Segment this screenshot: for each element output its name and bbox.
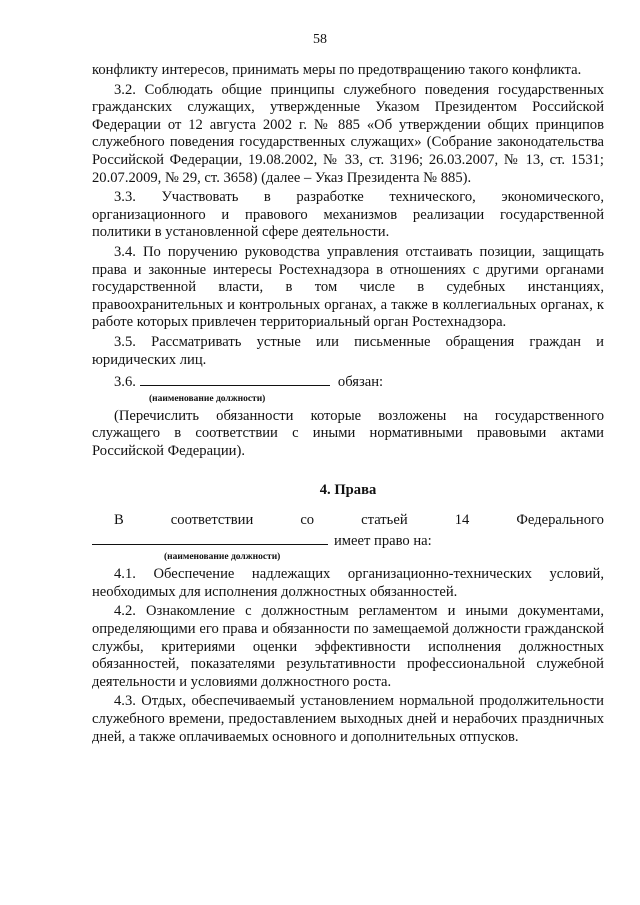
intro-word: 14 — [454, 512, 470, 529]
intro-word: со — [300, 512, 315, 529]
section-4-intro-line-2 — [92, 530, 604, 551]
intro-word: статьей — [361, 512, 408, 529]
paragraph-3-4: 3.4. По поручению руководства управления отстаивать позиции, защищать права и законные интересы Ростехнадзора в отношениях с другими органами государственной власти, в том числе в судебных инстанциях, правоохранительных и контрольных органах, а также в коллегиальных органах, к работе которых привлечен территориальный орган Ростехнадзора. — [92, 243, 604, 331]
section-4-intro-line — [92, 512, 604, 530]
position-blank-line-2 — [92, 530, 328, 545]
intro-word: Федерального — [516, 512, 604, 529]
paragraph-4-3: 4.3. Отдых, обеспечиваемый установлением нормальной продолжительности служебного времени, предоставлением выходных дней и нерабочих праздничных дней, а также оплачиваемых основного и дополнительных отпусков. — [92, 693, 604, 745]
paragraph-3-6-number: 3.6. — [114, 374, 136, 391]
intro-tail: имеет право на: — [334, 532, 432, 549]
paragraph-4-2: 4.2. Ознакомление с должностным регламентом и иными документами, определяющими его права и обязанности по замещаемой должности гражданской службы, критериями оценки эффективности исполнения должностных обязанностей, показателями результативности профессиональной служебной деятельности и условиями должностного роста. — [92, 603, 604, 690]
section-4-title: 4. Права — [319, 482, 377, 499]
paragraph-3-5: 3.5. Рассматривать устные или письменные обращения граждан и юридических лиц. — [92, 333, 604, 368]
position-caption: (наименование должности) — [149, 393, 266, 404]
intro-word: соответствии — [170, 512, 254, 529]
document-body — [92, 62, 604, 748]
paragraph-3-6-word: обязан: — [337, 374, 384, 391]
position-caption-2: (наименование должности) — [164, 552, 281, 563]
paragraph-3-1-tail: конфликту интересов, принимать меры по предотвращению такого конфликта. — [92, 62, 582, 78]
intro-word: В — [114, 512, 124, 529]
position-blank-line — [140, 371, 330, 386]
paragraph-3-2: 3.2. Соблюдать общие принципы служебного поведения государственных гражданских служащих, утвержденные Указом Президентом Российской Федерации от 12 августа 2002 г. № 885 «Об утверждении общих принципов служебного поведения государственных служащих» (Собрание законодательства Российской Федерации, 19.08.2002, № 33, ст. 3196; 26.03.2007, № 13, ст. 1531; 20.07.2009, № 29, ст. 3658) (далее – Указ Президента № 885). — [92, 81, 604, 186]
paragraph-3-3: 3.3. Участвовать в разработке технического, экономического, организационного и правового механизмов реализации государственной политики в установленной сфере деятельности. — [92, 189, 604, 241]
page-number: 58 — [313, 32, 327, 47]
paragraph-3-6 — [92, 371, 604, 392]
paragraph-4-1: 4.1. Обеспечение надлежащих организационно-технических условий, необходимых для исполнения должностных обязанностей. — [92, 566, 604, 600]
paragraph-3-6-note: (Перечислить обязанности которые возложены на государственного служащего в соответствии с иными нормативными правовыми актами Российской Федерации). — [92, 407, 604, 459]
